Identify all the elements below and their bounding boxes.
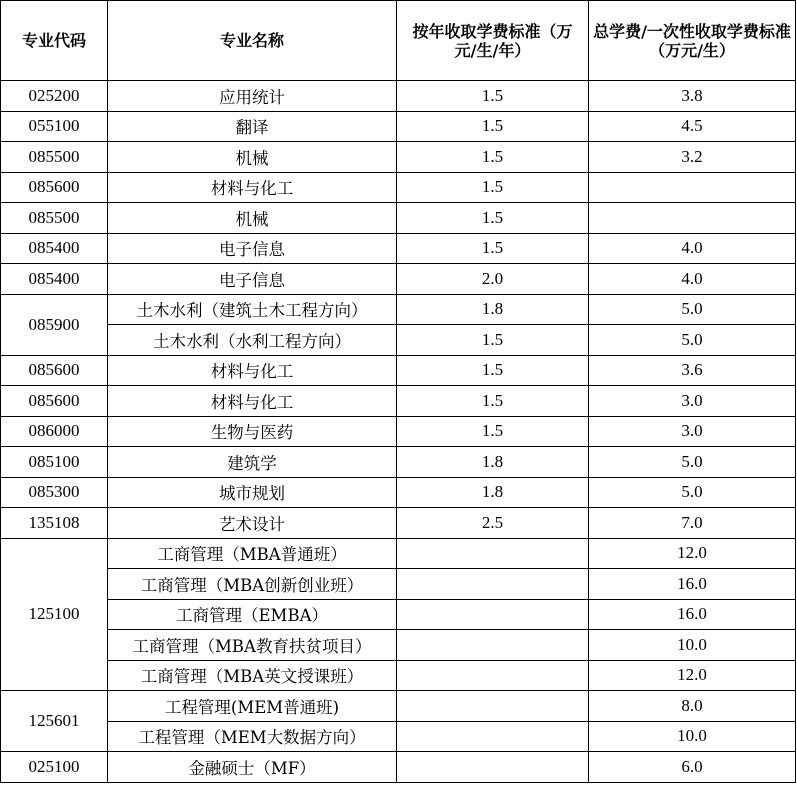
total-fee-cell: 10.0 bbox=[589, 721, 796, 752]
annual-fee-cell: 2.0 bbox=[397, 264, 589, 295]
annual-fee-cell bbox=[397, 691, 589, 722]
table-row bbox=[1, 233, 796, 264]
annual-fee-cell: 1.5 bbox=[397, 416, 589, 447]
annual-fee-cell: 2.5 bbox=[397, 508, 589, 539]
total-fee-cell: 3.0 bbox=[589, 386, 796, 417]
annual-fee-cell: 1.5 bbox=[397, 81, 589, 112]
program-name-cell: 机械 bbox=[108, 203, 397, 234]
header-code: 专业代码 bbox=[1, 1, 108, 81]
annual-fee-cell: 1.8 bbox=[397, 294, 589, 325]
total-fee-cell: 4.0 bbox=[589, 233, 796, 264]
annual-fee-cell bbox=[397, 660, 589, 691]
table-row bbox=[1, 447, 796, 478]
table-row bbox=[1, 264, 796, 295]
program-name-cell: 工商管理（MBA普通班） bbox=[108, 538, 397, 569]
program-name-cell: 工商管理（MBA英文授课班） bbox=[108, 660, 397, 691]
program-name-cell: 工程管理(MEM普通班) bbox=[108, 691, 397, 722]
total-fee-cell: 7.0 bbox=[589, 508, 796, 539]
table-row bbox=[1, 325, 796, 356]
total-fee-cell: 5.0 bbox=[589, 447, 796, 478]
total-fee-cell: 10.0 bbox=[589, 630, 796, 661]
total-fee-cell: 4.0 bbox=[589, 264, 796, 295]
header-row bbox=[1, 1, 796, 81]
program-name-cell: 工商管理（MBA教育扶贫项目） bbox=[108, 630, 397, 661]
total-fee-cell: 3.6 bbox=[589, 355, 796, 386]
program-name-cell: 工商管理（MBA创新创业班） bbox=[108, 569, 397, 600]
table-row bbox=[1, 355, 796, 386]
header-name: 专业名称 bbox=[108, 1, 397, 81]
annual-fee-cell: 1.5 bbox=[397, 355, 589, 386]
program-code-cell: 085300 bbox=[1, 477, 108, 508]
program-name-cell: 城市规划 bbox=[108, 477, 397, 508]
program-code-cell: 135108 bbox=[1, 508, 108, 539]
annual-fee-cell: 1.8 bbox=[397, 447, 589, 478]
total-fee-cell: 16.0 bbox=[589, 569, 796, 600]
table-body bbox=[1, 81, 796, 783]
program-name-cell: 电子信息 bbox=[108, 264, 397, 295]
total-fee-cell: 16.0 bbox=[589, 599, 796, 630]
total-fee-cell: 5.0 bbox=[589, 294, 796, 325]
annual-fee-cell: 1.5 bbox=[397, 111, 589, 142]
annual-fee-cell bbox=[397, 752, 589, 783]
header-total-fee: 总学费/一次性收取学费标准（万元/生） bbox=[589, 1, 796, 81]
table-row bbox=[1, 172, 796, 203]
annual-fee-cell: 1.5 bbox=[397, 325, 589, 356]
table-row bbox=[1, 660, 796, 691]
program-name-cell: 艺术设计 bbox=[108, 508, 397, 539]
annual-fee-cell: 1.5 bbox=[397, 172, 589, 203]
table-row bbox=[1, 416, 796, 447]
annual-fee-cell bbox=[397, 721, 589, 752]
program-code-cell: 085500 bbox=[1, 142, 108, 173]
table-header bbox=[1, 1, 796, 81]
program-name-cell: 土木水利（水利工程方向） bbox=[108, 325, 397, 356]
table-row bbox=[1, 203, 796, 234]
program-name-cell: 材料与化工 bbox=[108, 172, 397, 203]
program-name-cell: 电子信息 bbox=[108, 233, 397, 264]
program-code-cell: 125601 bbox=[1, 691, 108, 752]
annual-fee-cell bbox=[397, 630, 589, 661]
program-name-cell: 材料与化工 bbox=[108, 355, 397, 386]
program-name-cell: 工程管理（MEM大数据方向） bbox=[108, 721, 397, 752]
program-name-cell: 生物与医药 bbox=[108, 416, 397, 447]
table-row bbox=[1, 477, 796, 508]
table-row bbox=[1, 81, 796, 112]
total-fee-cell: 12.0 bbox=[589, 660, 796, 691]
table-row bbox=[1, 721, 796, 752]
annual-fee-cell: 1.5 bbox=[397, 233, 589, 264]
table-row bbox=[1, 508, 796, 539]
annual-fee-cell bbox=[397, 599, 589, 630]
total-fee-cell: 12.0 bbox=[589, 538, 796, 569]
program-code-cell: 055100 bbox=[1, 111, 108, 142]
table-row bbox=[1, 142, 796, 173]
table-row bbox=[1, 752, 796, 783]
total-fee-cell: 3.8 bbox=[589, 81, 796, 112]
program-name-cell: 土木水利（建筑土木工程方向） bbox=[108, 294, 397, 325]
program-code-cell: 085400 bbox=[1, 264, 108, 295]
annual-fee-cell: 1.5 bbox=[397, 386, 589, 417]
program-code-cell: 085600 bbox=[1, 355, 108, 386]
annual-fee-cell: 1.8 bbox=[397, 477, 589, 508]
program-name-cell: 建筑学 bbox=[108, 447, 397, 478]
program-name-cell: 机械 bbox=[108, 142, 397, 173]
table-row bbox=[1, 111, 796, 142]
program-name-cell: 应用统计 bbox=[108, 81, 397, 112]
total-fee-cell: 3.0 bbox=[589, 416, 796, 447]
program-code-cell: 025100 bbox=[1, 752, 108, 783]
total-fee-cell: 8.0 bbox=[589, 691, 796, 722]
annual-fee-cell: 1.5 bbox=[397, 142, 589, 173]
annual-fee-cell bbox=[397, 538, 589, 569]
header-annual-fee: 按年收取学费标准（万元/生/年） bbox=[397, 1, 589, 81]
program-code-cell: 085500 bbox=[1, 203, 108, 234]
table-row bbox=[1, 538, 796, 569]
table-row bbox=[1, 386, 796, 417]
total-fee-cell bbox=[589, 172, 796, 203]
table-row bbox=[1, 599, 796, 630]
annual-fee-cell bbox=[397, 569, 589, 600]
program-code-cell: 086000 bbox=[1, 416, 108, 447]
table-row bbox=[1, 569, 796, 600]
program-name-cell: 翻译 bbox=[108, 111, 397, 142]
program-code-cell: 085600 bbox=[1, 386, 108, 417]
annual-fee-cell: 1.5 bbox=[397, 203, 589, 234]
table-row bbox=[1, 294, 796, 325]
program-name-cell: 工商管理（EMBA） bbox=[108, 599, 397, 630]
program-code-cell: 085600 bbox=[1, 172, 108, 203]
program-code-cell: 125100 bbox=[1, 538, 108, 691]
total-fee-cell: 5.0 bbox=[589, 325, 796, 356]
program-code-cell: 085900 bbox=[1, 294, 108, 355]
program-code-cell: 025200 bbox=[1, 81, 108, 112]
table-row bbox=[1, 630, 796, 661]
total-fee-cell bbox=[589, 203, 796, 234]
total-fee-cell: 6.0 bbox=[589, 752, 796, 783]
table-row bbox=[1, 691, 796, 722]
total-fee-cell: 3.2 bbox=[589, 142, 796, 173]
program-code-cell: 085400 bbox=[1, 233, 108, 264]
program-name-cell: 金融硕士（MF） bbox=[108, 752, 397, 783]
total-fee-cell: 5.0 bbox=[589, 477, 796, 508]
program-name-cell: 材料与化工 bbox=[108, 386, 397, 417]
program-code-cell: 085100 bbox=[1, 447, 108, 478]
total-fee-cell: 4.5 bbox=[589, 111, 796, 142]
